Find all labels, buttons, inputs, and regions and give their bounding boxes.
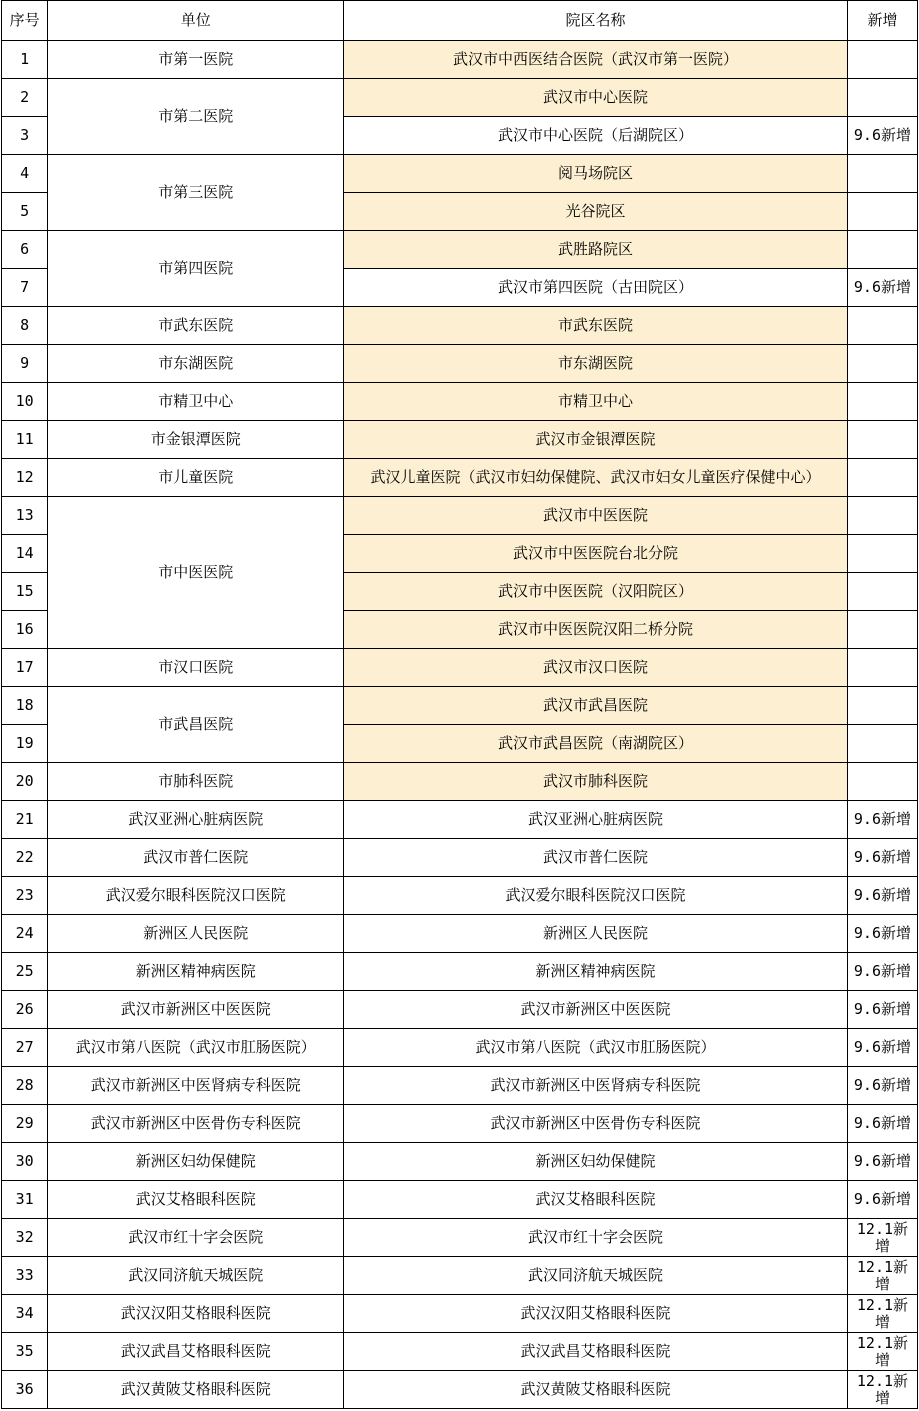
table-row — [2, 421, 918, 459]
cell-unit: 新洲区人民医院 — [48, 915, 344, 953]
cell-seq: 10 — [2, 383, 48, 421]
cell-new: 12.1新增 — [847, 1333, 917, 1371]
cell-unit: 武汉市第八医院（武汉市肛肠医院） — [48, 1029, 344, 1067]
header-row — [2, 1, 918, 41]
cell-unit: 市中医医院 — [48, 497, 344, 649]
cell-campus: 武汉市中医医院台北分院 — [344, 535, 848, 573]
cell-campus: 新洲区人民医院 — [344, 915, 848, 953]
cell-unit: 市汉口医院 — [48, 649, 344, 687]
cell-seq: 16 — [2, 611, 48, 649]
table-row — [2, 459, 918, 497]
table-row — [2, 1067, 918, 1105]
table-row — [2, 1371, 918, 1409]
cell-unit: 武汉艾格眼科医院 — [48, 1181, 344, 1219]
cell-seq: 3 — [2, 117, 48, 155]
cell-campus: 武汉儿童医院（武汉市妇幼保健院、武汉市妇女儿童医疗保健中心） — [344, 459, 848, 497]
table-row — [2, 41, 918, 79]
cell-campus: 市精卫中心 — [344, 383, 848, 421]
cell-new — [847, 307, 917, 345]
cell-new — [847, 193, 917, 231]
table-row — [2, 155, 918, 193]
table-row — [2, 1029, 918, 1067]
cell-seq: 13 — [2, 497, 48, 535]
cell-campus: 光谷院区 — [344, 193, 848, 231]
cell-campus: 武汉市第四医院（古田院区） — [344, 269, 848, 307]
cell-seq: 21 — [2, 801, 48, 839]
cell-new: 12.1新增 — [847, 1295, 917, 1333]
cell-new: 9.6新增 — [847, 991, 917, 1029]
cell-seq: 15 — [2, 573, 48, 611]
cell-unit: 武汉市红十字会医院 — [48, 1219, 344, 1257]
table-row — [2, 915, 918, 953]
cell-seq: 33 — [2, 1257, 48, 1295]
cell-seq: 14 — [2, 535, 48, 573]
table-row — [2, 991, 918, 1029]
table-row — [2, 801, 918, 839]
cell-seq: 24 — [2, 915, 48, 953]
cell-unit: 市武东医院 — [48, 307, 344, 345]
cell-campus: 武汉汉阳艾格眼科医院 — [344, 1295, 848, 1333]
cell-unit: 武汉同济航天城医院 — [48, 1257, 344, 1295]
cell-campus: 市武东医院 — [344, 307, 848, 345]
cell-campus: 新洲区妇幼保健院 — [344, 1143, 848, 1181]
table-row — [2, 1257, 918, 1295]
cell-new — [847, 649, 917, 687]
cell-new — [847, 383, 917, 421]
cell-new — [847, 497, 917, 535]
cell-new — [847, 231, 917, 269]
cell-campus: 武汉市金银潭医院 — [344, 421, 848, 459]
table-row — [2, 497, 918, 535]
cell-new — [847, 41, 917, 79]
table-row — [2, 231, 918, 269]
cell-unit: 市东湖医院 — [48, 345, 344, 383]
cell-campus: 武汉市第八医院（武汉市肛肠医院） — [344, 1029, 848, 1067]
table-row — [2, 307, 918, 345]
cell-seq: 35 — [2, 1333, 48, 1371]
cell-campus: 市东湖医院 — [344, 345, 848, 383]
cell-new: 9.6新增 — [847, 1143, 917, 1181]
cell-seq: 30 — [2, 1143, 48, 1181]
cell-campus: 武汉市中心医院 — [344, 79, 848, 117]
cell-new — [847, 79, 917, 117]
cell-new: 9.6新增 — [847, 269, 917, 307]
table-row — [2, 383, 918, 421]
cell-campus: 阅马场院区 — [344, 155, 848, 193]
table-row — [2, 1333, 918, 1371]
cell-campus: 武汉市新洲区中医医院 — [344, 991, 848, 1029]
hospital-campus-table — [1, 0, 918, 1409]
cell-unit: 市第二医院 — [48, 79, 344, 155]
table-row — [2, 345, 918, 383]
cell-seq: 31 — [2, 1181, 48, 1219]
cell-seq: 23 — [2, 877, 48, 915]
header-new: 新增 — [847, 1, 917, 41]
cell-unit: 市精卫中心 — [48, 383, 344, 421]
cell-unit: 武汉市新洲区中医骨伤专科医院 — [48, 1105, 344, 1143]
cell-seq: 9 — [2, 345, 48, 383]
cell-campus: 武汉市汉口医院 — [344, 649, 848, 687]
cell-new — [847, 421, 917, 459]
table-row — [2, 1181, 918, 1219]
cell-new: 9.6新增 — [847, 953, 917, 991]
cell-seq: 36 — [2, 1371, 48, 1409]
cell-new: 9.6新增 — [847, 1067, 917, 1105]
cell-new — [847, 535, 917, 573]
cell-unit: 市第一医院 — [48, 41, 344, 79]
table-row — [2, 1295, 918, 1333]
table-row — [2, 877, 918, 915]
cell-unit: 市武昌医院 — [48, 687, 344, 763]
cell-unit: 武汉汉阳艾格眼科医院 — [48, 1295, 344, 1333]
header-unit: 单位 — [48, 1, 344, 41]
cell-unit: 市第三医院 — [48, 155, 344, 231]
cell-unit: 武汉黄陂艾格眼科医院 — [48, 1371, 344, 1409]
cell-new: 12.1新增 — [847, 1371, 917, 1409]
cell-campus: 武汉市新洲区中医肾病专科医院 — [344, 1067, 848, 1105]
cell-campus: 武汉市武昌医院（南湖院区） — [344, 725, 848, 763]
header-seq: 序号 — [2, 1, 48, 41]
cell-seq: 28 — [2, 1067, 48, 1105]
cell-seq: 11 — [2, 421, 48, 459]
cell-seq: 17 — [2, 649, 48, 687]
cell-unit: 市第四医院 — [48, 231, 344, 307]
cell-unit: 武汉爱尔眼科医院汉口医院 — [48, 877, 344, 915]
cell-seq: 22 — [2, 839, 48, 877]
cell-seq: 19 — [2, 725, 48, 763]
table-row — [2, 687, 918, 725]
cell-campus: 武汉亚洲心脏病医院 — [344, 801, 848, 839]
cell-campus: 武汉艾格眼科医院 — [344, 1181, 848, 1219]
cell-unit: 市儿童医院 — [48, 459, 344, 497]
cell-campus: 武汉市红十字会医院 — [344, 1219, 848, 1257]
cell-campus: 武汉市中医医院 — [344, 497, 848, 535]
cell-new — [847, 345, 917, 383]
table-row — [2, 839, 918, 877]
cell-new: 12.1新增 — [847, 1219, 917, 1257]
cell-campus: 武汉同济航天城医院 — [344, 1257, 848, 1295]
cell-unit: 武汉亚洲心脏病医院 — [48, 801, 344, 839]
table-row — [2, 953, 918, 991]
table-row — [2, 763, 918, 801]
cell-campus: 武汉市中西医结合医院（武汉市第一医院） — [344, 41, 848, 79]
cell-unit: 武汉市普仁医院 — [48, 839, 344, 877]
cell-seq: 4 — [2, 155, 48, 193]
cell-new — [847, 725, 917, 763]
cell-campus: 武汉爱尔眼科医院汉口医院 — [344, 877, 848, 915]
cell-new — [847, 459, 917, 497]
cell-seq: 18 — [2, 687, 48, 725]
cell-new: 12.1新增 — [847, 1257, 917, 1295]
cell-seq: 2 — [2, 79, 48, 117]
cell-unit: 新洲区精神病医院 — [48, 953, 344, 991]
cell-campus: 武汉市中心医院（后湖院区） — [344, 117, 848, 155]
cell-new: 9.6新增 — [847, 801, 917, 839]
cell-seq: 27 — [2, 1029, 48, 1067]
cell-new: 9.6新增 — [847, 117, 917, 155]
cell-new — [847, 155, 917, 193]
cell-seq: 34 — [2, 1295, 48, 1333]
table-body — [2, 41, 918, 1409]
cell-new — [847, 763, 917, 801]
cell-seq: 26 — [2, 991, 48, 1029]
cell-seq: 20 — [2, 763, 48, 801]
table-row — [2, 79, 918, 117]
cell-new — [847, 687, 917, 725]
cell-seq: 5 — [2, 193, 48, 231]
cell-unit: 武汉市新洲区中医医院 — [48, 991, 344, 1029]
cell-seq: 12 — [2, 459, 48, 497]
cell-seq: 8 — [2, 307, 48, 345]
cell-seq: 32 — [2, 1219, 48, 1257]
cell-campus: 武汉黄陂艾格眼科医院 — [344, 1371, 848, 1409]
cell-new: 9.6新增 — [847, 1029, 917, 1067]
table-row — [2, 1143, 918, 1181]
table-row — [2, 1105, 918, 1143]
cell-campus: 武汉市肺科医院 — [344, 763, 848, 801]
cell-new — [847, 611, 917, 649]
cell-seq: 7 — [2, 269, 48, 307]
cell-new: 9.6新增 — [847, 877, 917, 915]
cell-campus: 武汉市武昌医院 — [344, 687, 848, 725]
cell-campus: 武汉市中医医院（汉阳院区） — [344, 573, 848, 611]
cell-new: 9.6新增 — [847, 839, 917, 877]
table-row — [2, 649, 918, 687]
cell-campus: 武汉武昌艾格眼科医院 — [344, 1333, 848, 1371]
cell-unit: 市金银潭医院 — [48, 421, 344, 459]
cell-campus: 武汉市普仁医院 — [344, 839, 848, 877]
cell-seq: 25 — [2, 953, 48, 991]
cell-new — [847, 573, 917, 611]
cell-unit: 新洲区妇幼保健院 — [48, 1143, 344, 1181]
cell-seq: 1 — [2, 41, 48, 79]
cell-seq: 29 — [2, 1105, 48, 1143]
cell-campus: 武汉市新洲区中医骨伤专科医院 — [344, 1105, 848, 1143]
cell-seq: 6 — [2, 231, 48, 269]
cell-unit: 武汉武昌艾格眼科医院 — [48, 1333, 344, 1371]
cell-unit: 市肺科医院 — [48, 763, 344, 801]
cell-campus: 武胜路院区 — [344, 231, 848, 269]
table-row — [2, 1219, 918, 1257]
cell-new: 9.6新增 — [847, 915, 917, 953]
cell-new: 9.6新增 — [847, 1105, 917, 1143]
cell-campus: 武汉市中医医院汉阳二桥分院 — [344, 611, 848, 649]
cell-unit: 武汉市新洲区中医肾病专科医院 — [48, 1067, 344, 1105]
cell-new: 9.6新增 — [847, 1181, 917, 1219]
cell-campus: 新洲区精神病医院 — [344, 953, 848, 991]
header-campus: 院区名称 — [344, 1, 848, 41]
